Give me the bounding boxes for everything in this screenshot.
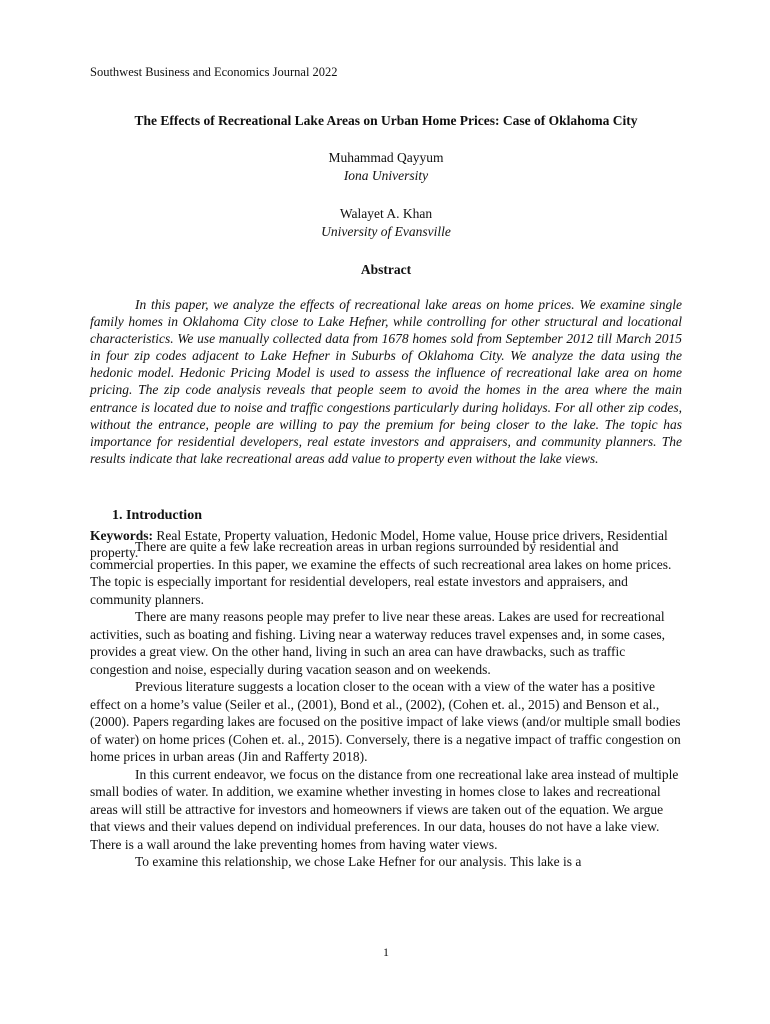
keywords-list: Real Estate, Property valuation, Hedonic Model, Home value, House price drivers, Residential property.	[90, 528, 668, 560]
author-name: Muhammad Qayyum	[328, 150, 444, 165]
author-name: Walayet A. Khan	[339, 206, 433, 221]
author-affiliation: Iona University	[343, 168, 429, 183]
paragraph: In this current endeavor, we focus on the distance from one recreational lake area instead of multiple small bodies of water. In addition, we examine whether investing in homes close to lakes and recreational areas will still be attractive for investors and homeowners if views are taken out of the equation. We argue that views and their values depend on individual preferences. In our data, houses do not have a lake view. There is a wall around the lake preventing homes from having water views.	[90, 766, 679, 852]
abstract-text: In this paper, we analyze the effects of recreational lake areas on home prices. We examine single family homes in Oklahoma City close to Lake Hefner, while controlling for other structural and locational characteristics. We use manually collected data from 1678 homes sold from September 2012 till March 2015 in four zip codes adjacent to Lake Hefner in Suburbs of Oklahoma City. We analyze the data using the hedonic model. Hedonic Pricing Model is used to assess the influence of recreational lake area on home pricing. The zip code analysis reveals that people seem to avoid the homes in the area where the main entrance is located due to noise and traffic congestions particularly during holidays. For all other zip codes, without the entrance, people are willing to pay the premium for being closer to the lake. The topic has importance for residential developers, real estate investors and appraisers, and community planners. The results indicate that lake recreational areas add value to property even without the lake views.	[90, 297, 682, 466]
author-affiliation: University of Evansville	[321, 224, 451, 239]
paragraph: There are many reasons people may prefer to live near these areas. Lakes are used for recreational activities, such as boating and fishing. Living near a waterway reduces travel expenses and, in some cases, provides a great view. On the other hand, living in such an area can have drawbacks, such as traffic congestion and noise, especially during vacation season and on weekends.	[90, 609, 666, 677]
body-text	[90, 538, 682, 871]
paragraph: Previous literature suggests a location closer to the ocean with a view of the water has a positive effect on a home’s value (Seiler et al., (2001), Bond et al., (2002), (Cohen et. al., 2015) and Benson et al., (2000). Papers regarding lakes are focused on the positive impact of lake views (and/or multiple small bodies of water) on home prices (Cohen et. al., 2015). Conversely, there is a negative impact of traffic congestion on home prices in urban areas (Jin and Rafferty 2018).	[90, 679, 681, 764]
section-heading: 1. Introduction	[112, 508, 202, 523]
paper-title: The Effects of Recreational Lake Areas on Urban Home Prices: Case of Oklahoma City	[134, 113, 638, 128]
page-number: 1	[383, 945, 389, 959]
paragraph: There are quite a few lake recreation areas in urban regions surrounded by residential and commercial properties. In this paper, we examine the effects of such recreational area lakes on home prices. The topic is especially important for residential developers, real estate investors and appraisers, and community planners.	[90, 539, 672, 607]
journal-header: Southwest Business and Economics Journal 2022	[90, 65, 338, 79]
paragraph: To examine this relationship, we chose Lake Hefner for our analysis. This lake is a	[135, 854, 582, 869]
keywords-label: Keywords:	[90, 528, 153, 543]
abstract-heading: Abstract	[360, 262, 412, 277]
